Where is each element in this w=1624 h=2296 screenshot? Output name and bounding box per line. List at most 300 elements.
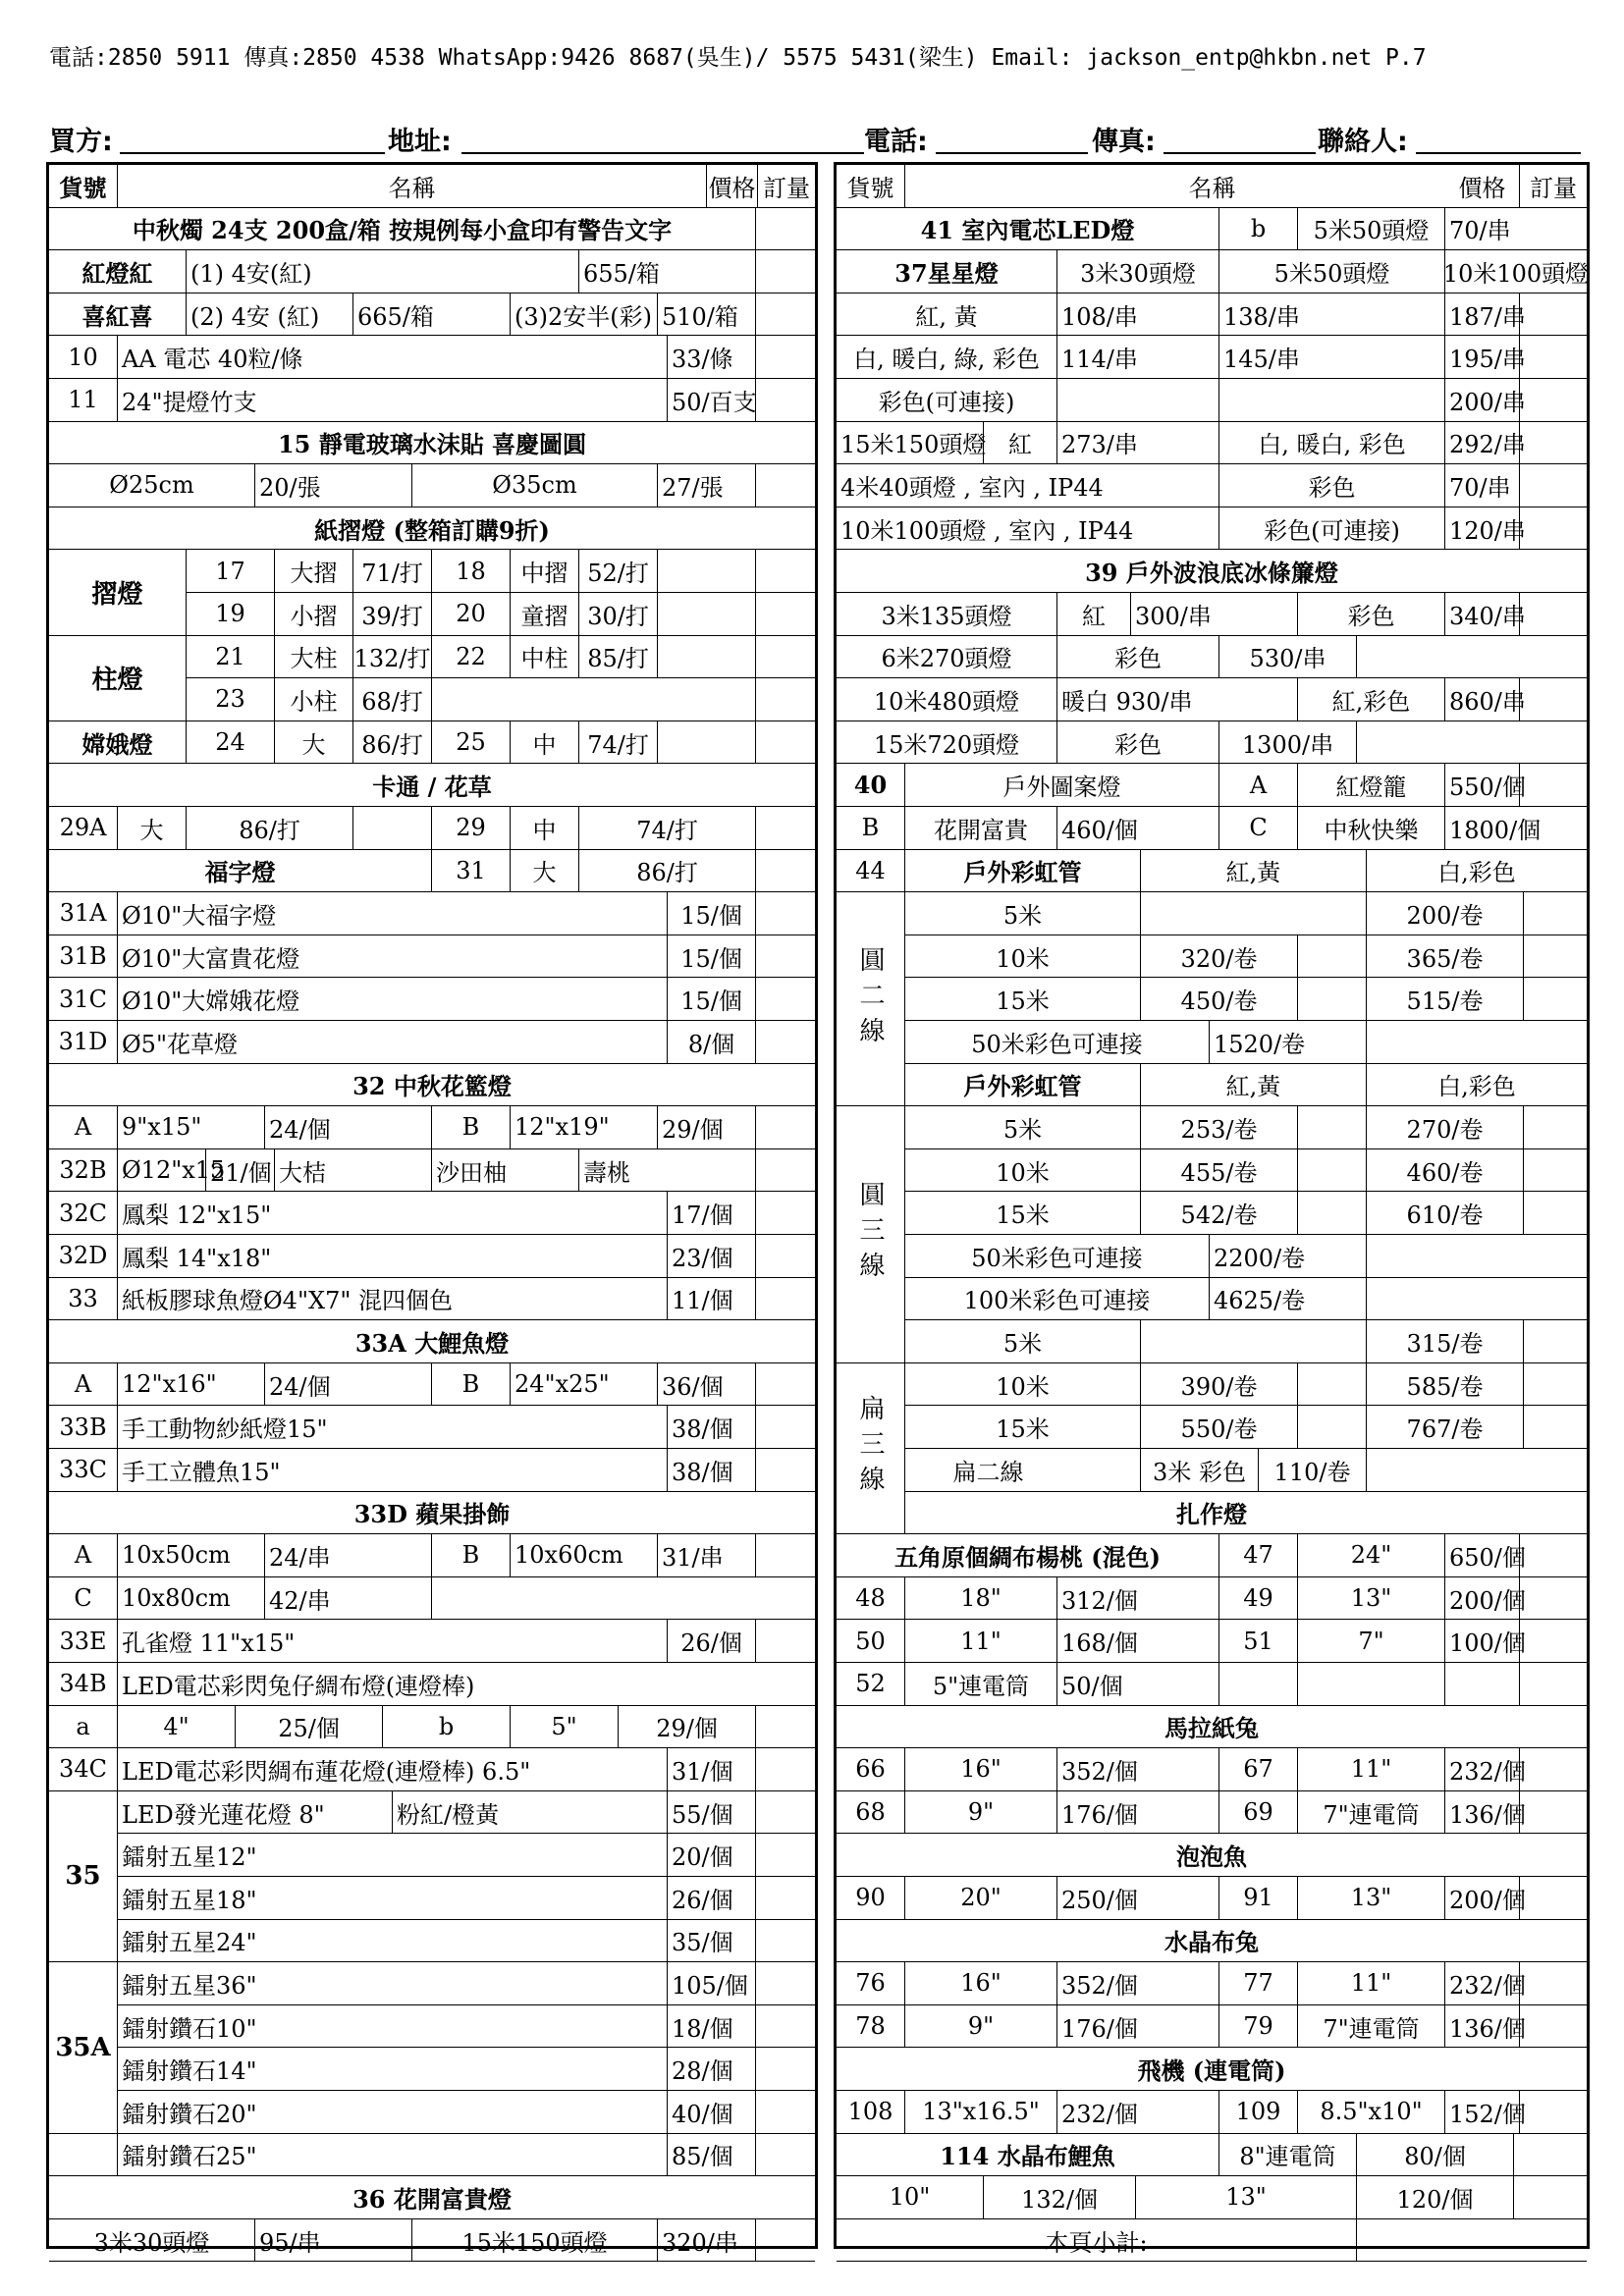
right-order-qty-cell[interactable]: [1520, 294, 1587, 336]
left-group-label: [49, 1791, 118, 1962]
right-order-qty-cell[interactable]: [1524, 1106, 1587, 1148]
left-cell: [432, 1577, 815, 1620]
left-cell: 26/個: [668, 1620, 756, 1662]
right-cell: 100米彩色可連接: [905, 1278, 1210, 1320]
left-cell: 紅燈紅: [49, 250, 187, 293]
left-cell: 29: [432, 807, 511, 849]
right-cell: 79: [1219, 2005, 1298, 2048]
right-cell: 41 室內電芯LED燈: [837, 208, 1219, 250]
right-cell: [1141, 892, 1367, 934]
right-cell: 542/卷: [1141, 1192, 1298, 1234]
left-cell: 33E: [49, 1620, 118, 1662]
left-cell: 23/個: [668, 1235, 756, 1277]
right-cell: 550/個: [1445, 764, 1520, 806]
right-order-qty-cell[interactable]: [1520, 1534, 1587, 1576]
right-cell: 352/個: [1057, 1748, 1219, 1790]
left-order-qty-cell[interactable]: [756, 1235, 815, 1277]
right-cell: 50: [837, 1620, 905, 1662]
right-cell: 白, 暖白, 綠, 彩色: [837, 336, 1057, 378]
left-row-29: [49, 1406, 815, 1449]
left-order-qty-cell[interactable]: [756, 1920, 815, 1962]
right-order-qty-cell[interactable]: [1524, 1149, 1587, 1192]
left-order-qty-cell[interactable]: [756, 978, 815, 1020]
right-cell: 10米: [905, 1149, 1141, 1192]
right-cell: [1298, 1149, 1367, 1192]
left-row-31: [49, 1492, 815, 1535]
right-row-4: [837, 336, 1587, 379]
left-order-qty-cell[interactable]: [756, 250, 815, 293]
right-order-qty-cell[interactable]: [1524, 978, 1587, 1020]
right-cell: 3米 彩色: [1141, 1449, 1259, 1491]
right-row-8: [837, 507, 1587, 551]
right-group-label-text: 圓三線: [855, 1181, 885, 1288]
left-order-qty-cell[interactable]: [756, 593, 815, 635]
right-order-qty-cell[interactable]: [1524, 1192, 1587, 1234]
left-cell: 中秋燭 24支 200盒/箱 按規例每小盒印有警告文字: [49, 208, 756, 250]
left-cell: 32D: [49, 1235, 118, 1277]
right-cell: 40: [837, 764, 905, 806]
right-row-21: [837, 1064, 1587, 1107]
right-order-qty-cell[interactable]: [1520, 1577, 1587, 1620]
right-order-qty-cell[interactable]: [1520, 1962, 1587, 2004]
right-cell: [1298, 1106, 1367, 1148]
left-cell: 鐳射鑽石10": [118, 2005, 668, 2048]
left-cell: 33B: [49, 1406, 118, 1448]
right-cell: 44: [837, 850, 905, 892]
left-cell: 3米30頭燈: [49, 2219, 255, 2262]
left-cell: 鐳射鑽石14": [118, 2048, 668, 2090]
right-cell: 515/卷: [1367, 978, 1524, 1020]
right-cell: 37星星燈: [837, 250, 1057, 293]
left-row-33: [49, 1577, 815, 1621]
right-order-qty-cell[interactable]: [1514, 2176, 1587, 2218]
right-row-3: [837, 294, 1587, 337]
left-row-28: [49, 1363, 815, 1407]
right-row-45: [837, 2091, 1587, 2134]
right-cell: 24": [1298, 1534, 1445, 1576]
left-cell: 31B: [49, 935, 118, 978]
left-order-qty-cell[interactable]: [756, 636, 815, 678]
contact-header: 電話:2850 5911 傳真:2850 4538 WhatsApp:9426 8687(吳生)/ 5575 5431(梁生) Email: jackson_entp@hkbn.net P.7: [49, 45, 1427, 71]
right-cell: 232/個: [1057, 2091, 1219, 2133]
right-cell: 1300/串: [1219, 721, 1357, 764]
left-row-37: [49, 1748, 815, 1791]
right-order-qty-cell[interactable]: [1520, 379, 1587, 421]
right-cell: 132/個: [984, 2176, 1136, 2218]
left-row-45: [49, 2091, 815, 2134]
right-cell: 16": [905, 1748, 1057, 1790]
right-cell: 16": [905, 1962, 1057, 2004]
left-order-qty-cell[interactable]: [756, 1406, 815, 1448]
right-row-43: [837, 2005, 1587, 2049]
left-cell: B: [432, 1534, 511, 1576]
left-cell: 29/個: [619, 1706, 756, 1748]
left-row-38: [49, 1791, 815, 1835]
left-cell: 小摺: [275, 593, 353, 635]
right-cell: 365/卷: [1367, 935, 1524, 978]
left-cell: 手工立體魚15": [118, 1449, 668, 1491]
left-row-18: [49, 935, 815, 979]
right-cell: 292/串: [1445, 422, 1520, 464]
left-cell: 25: [432, 721, 511, 764]
left-cell: 15/個: [668, 935, 756, 978]
left-price-table: [46, 162, 818, 2257]
left-order-qty-cell[interactable]: [756, 2005, 815, 2048]
right-cell: 176/個: [1057, 2005, 1219, 2048]
right-cell: 13": [1136, 2176, 1357, 2218]
left-order-qty-cell[interactable]: [756, 850, 815, 892]
right-cell: [1357, 636, 1587, 678]
left-cell: LED發光蓮花燈 8": [118, 1791, 393, 1834]
right-row-47: [837, 2176, 1587, 2219]
left-cell: 33C: [49, 1449, 118, 1491]
left-order-qty-cell[interactable]: [756, 1106, 815, 1148]
right-group-label-text: 扁三線: [855, 1395, 885, 1502]
left-cell: 貨號: [49, 165, 118, 207]
left-cell: 大: [275, 721, 353, 764]
right-row-13: [837, 721, 1587, 765]
right-cell: [1298, 1192, 1367, 1234]
right-cell: 390/卷: [1141, 1363, 1298, 1406]
left-cell: A: [49, 1363, 118, 1406]
left-cell: 11/個: [668, 1278, 756, 1320]
left-cell: B: [432, 1363, 511, 1406]
left-row-30: [49, 1449, 815, 1492]
left-cell: 29A: [49, 807, 118, 849]
left-order-qty-cell[interactable]: [756, 1834, 815, 1876]
right-row-15: [837, 807, 1587, 850]
address-field[interactable]: [461, 152, 864, 154]
right-row-46: [837, 2134, 1587, 2177]
right-group-label-text: 圓二線: [855, 945, 885, 1052]
right-row-25: [837, 1235, 1587, 1278]
right-cell: 10米: [905, 1363, 1141, 1406]
left-cell: 320/串: [658, 2219, 756, 2262]
right-cell: 9": [905, 2005, 1057, 2048]
right-cell: 20": [905, 1877, 1057, 1919]
right-cell: 232/個: [1445, 1748, 1520, 1790]
right-cell: 77: [1219, 1962, 1298, 2004]
left-cell: b: [383, 1706, 511, 1748]
right-row-22: [837, 1106, 1587, 1149]
right-cell: 花開富貴: [905, 807, 1057, 849]
left-row-21: [49, 1064, 815, 1107]
right-order-qty-cell[interactable]: [1524, 1363, 1587, 1406]
buyer-field[interactable]: [120, 152, 385, 154]
left-cell: 12"x16": [118, 1363, 265, 1406]
right-order-qty-cell[interactable]: [1520, 1791, 1587, 1834]
left-order-qty-cell[interactable]: [756, 2091, 815, 2133]
left-cell: 32 中秋花籃燈: [352, 1072, 512, 1101]
right-cell: 10米100頭燈: [1442, 259, 1590, 288]
left-row-36: [49, 1706, 815, 1749]
right-cell: 戶外圖案燈: [905, 764, 1219, 806]
left-order-qty-cell[interactable]: [756, 294, 815, 336]
left-cell: 21: [187, 636, 275, 678]
right-order-qty-cell[interactable]: [1520, 1663, 1587, 1705]
left-order-qty-cell[interactable]: [756, 1278, 815, 1320]
left-cell: 鐳射鑽石25": [118, 2134, 668, 2176]
right-cell: 460/卷: [1367, 1149, 1524, 1192]
left-cell: 沙田柚: [432, 1149, 579, 1192]
right-cell: 312/個: [1057, 1577, 1219, 1620]
right-cell: 48: [837, 1577, 905, 1620]
left-cell: 85/打: [579, 636, 658, 678]
right-cell: 455/卷: [1141, 1149, 1298, 1192]
right-cell: [1219, 1663, 1298, 1705]
fax-field[interactable]: [1164, 152, 1316, 154]
right-order-qty-cell[interactable]: [1520, 1748, 1587, 1790]
left-cell: 大桔: [275, 1149, 432, 1192]
left-cell: 74/打: [579, 807, 756, 849]
left-cell: 20/張: [255, 464, 412, 507]
right-cell: 860/串: [1445, 678, 1520, 721]
right-cell: 68: [837, 1791, 905, 1834]
right-cell: 91: [1219, 1877, 1298, 1919]
left-cell: 19: [187, 593, 275, 635]
left-cell: (3)2安半(彩): [511, 294, 658, 336]
left-order-qty-cell[interactable]: [756, 1149, 815, 1192]
right-cell: 紅, 黃: [837, 294, 1057, 336]
left-order-qty-cell[interactable]: [756, 1791, 815, 1834]
right-cell: 4米40頭燈 , 室內 , IP44: [837, 464, 1219, 507]
right-cell: 2200/卷: [1210, 1235, 1367, 1277]
right-order-qty-cell[interactable]: [1520, 1620, 1587, 1662]
right-order-qty-cell[interactable]: [1520, 678, 1587, 721]
left-cell: 33/條: [668, 336, 756, 378]
right-cell: [1219, 379, 1445, 421]
left-cell: 86/打: [353, 721, 432, 764]
right-cell: 7"連電筒: [1298, 1791, 1445, 1834]
left-row-27: [49, 1320, 815, 1363]
right-order-qty-cell[interactable]: [1520, 593, 1587, 635]
contact-field[interactable]: [1416, 152, 1581, 154]
left-order-qty-cell[interactable]: [756, 1706, 815, 1748]
right-order-qty-cell[interactable]: [1520, 336, 1587, 378]
left-cell: 33A 大鯉魚燈: [354, 1328, 510, 1358]
left-cell: 15/個: [668, 978, 756, 1020]
right-cell: [1367, 1278, 1587, 1320]
left-cell: 34C: [49, 1748, 118, 1790]
left-cell: 15/個: [668, 892, 756, 934]
left-order-qty-cell[interactable]: [756, 1748, 815, 1790]
right-order-qty-cell[interactable]: [1524, 1406, 1587, 1448]
right-cell: 460/個: [1057, 807, 1219, 849]
right-cell: 187/串: [1445, 294, 1520, 336]
right-cell: 232/個: [1445, 1962, 1520, 2004]
left-cell: 38/個: [668, 1406, 756, 1448]
left-order-qty-cell[interactable]: [756, 1962, 815, 2004]
left-order-qty-cell[interactable]: [756, 1877, 815, 1919]
right-group-label: [837, 1106, 905, 1363]
right-cell: 彩色: [1219, 464, 1445, 507]
left-cell: 42/串: [265, 1577, 432, 1620]
right-cell: 5米: [905, 1106, 1141, 1148]
phone-field[interactable]: [936, 152, 1088, 154]
left-cell: 卡通 / 花草: [372, 773, 492, 802]
right-group-label: [837, 1363, 905, 1534]
right-row-19: [837, 978, 1587, 1021]
right-row-38: [837, 1791, 1587, 1835]
left-order-qty-cell[interactable]: [756, 721, 815, 764]
right-cell: 扁二線: [837, 1449, 1141, 1491]
left-cell: 71/打: [353, 550, 432, 592]
left-order-qty-cell[interactable]: [756, 2134, 815, 2176]
right-cell: 紅燈籠: [1298, 764, 1445, 806]
right-order-qty-cell[interactable]: [1524, 935, 1587, 978]
left-order-qty-cell[interactable]: [756, 336, 815, 378]
right-cell: [1298, 1363, 1367, 1406]
left-cell: 20: [432, 593, 511, 635]
right-cell: 352/個: [1057, 1962, 1219, 2004]
right-order-qty-cell[interactable]: [1524, 1320, 1587, 1362]
left-order-qty-cell[interactable]: [756, 464, 815, 507]
right-row-2: [837, 250, 1590, 294]
right-order-qty-cell[interactable]: [1520, 464, 1587, 507]
left-cell: 鐳射五星18": [118, 1877, 668, 1919]
right-order-qty-cell[interactable]: [1520, 1877, 1587, 1919]
right-cell: 78: [837, 2005, 905, 2048]
right-order-qty-cell[interactable]: [1520, 422, 1587, 464]
left-order-qty-cell[interactable]: [756, 678, 815, 721]
left-row-7: [49, 464, 815, 507]
right-cell: A: [1219, 764, 1298, 806]
right-order-qty-cell[interactable]: [1520, 764, 1587, 806]
left-order-qty-cell[interactable]: [756, 807, 815, 849]
left-cell: (1) 4安(紅): [187, 250, 579, 293]
left-cell: 大柱: [275, 636, 353, 678]
right-row-48: [837, 2219, 1587, 2263]
right-cell: 108: [837, 2091, 905, 2133]
left-row-34: [49, 1620, 815, 1663]
right-cell: 戶外彩虹管: [905, 850, 1141, 892]
left-order-qty-cell[interactable]: [756, 1534, 815, 1576]
left-cell: 95/串: [255, 2219, 412, 2262]
right-group-label: [837, 892, 905, 1106]
right-order-qty-cell[interactable]: [1524, 892, 1587, 934]
right-order-qty-cell[interactable]: [1520, 2005, 1587, 2048]
right-cell: 紅,黃: [1141, 1064, 1367, 1106]
left-row-40: [49, 1877, 815, 1920]
left-cell: 孔雀燈 11"x15": [118, 1620, 668, 1662]
right-cell: 15米: [905, 1406, 1141, 1448]
right-cell: 49: [1219, 1577, 1298, 1620]
left-cell: [658, 636, 756, 678]
left-row-8: [49, 507, 815, 551]
right-cell: 114/串: [1057, 336, 1219, 378]
left-cell: 26/個: [668, 1877, 756, 1919]
left-cell: Ø10"大嫦娥花燈: [118, 978, 668, 1020]
right-cell: 273/串: [1057, 422, 1219, 464]
right-cell: 108/串: [1057, 294, 1219, 336]
left-cell: 10x80cm: [118, 1577, 265, 1620]
right-cell: 11": [905, 1620, 1057, 1662]
right-price-table: [834, 162, 1590, 2257]
right-cell: 145/串: [1219, 336, 1445, 378]
left-order-qty-cell[interactable]: [756, 2048, 815, 2090]
right-cell: 195/串: [1445, 336, 1520, 378]
right-order-qty-cell[interactable]: [1357, 2219, 1587, 2262]
right-cell: 270/卷: [1367, 1106, 1524, 1148]
right-cell: 767/卷: [1367, 1406, 1524, 1448]
left-order-qty-cell[interactable]: [756, 550, 815, 592]
left-row-13: [49, 721, 815, 765]
right-cell: 200/串: [1445, 379, 1520, 421]
left-cell: 24"提燈竹支: [118, 379, 668, 421]
left-cell: 30/打: [579, 593, 658, 635]
left-cell: 55/個: [668, 1791, 756, 1834]
right-cell: 5米: [905, 892, 1141, 934]
right-cell: 1520/卷: [1210, 1021, 1367, 1063]
contact-label: 聯絡人:: [1318, 127, 1408, 157]
right-cell: 5"連電筒: [905, 1663, 1057, 1705]
left-cell: 大摺: [275, 550, 353, 592]
left-order-qty-cell[interactable]: [756, 379, 815, 421]
right-cell: 530/串: [1219, 636, 1357, 678]
right-cell: 15米720頭燈: [837, 721, 1057, 764]
right-cell: 價格: [1445, 165, 1520, 207]
phone-label: 電話:: [864, 127, 928, 157]
left-cell: 10: [49, 336, 118, 378]
left-order-qty-cell[interactable]: [756, 935, 815, 978]
right-row-31: [837, 1492, 1587, 1535]
left-cell: 紙摺燈 (整箱訂購9折): [314, 515, 550, 545]
left-cell: 32B: [49, 1149, 118, 1192]
right-row-6: [837, 422, 1587, 465]
left-order-qty-cell[interactable]: [756, 1449, 815, 1491]
right-cell: 7": [1298, 1620, 1445, 1662]
left-cell: [658, 593, 756, 635]
right-cell: 9": [905, 1791, 1057, 1834]
right-cell: 五角原個綢布楊桃 (混色): [837, 1534, 1219, 1576]
right-cell: B: [837, 807, 905, 849]
left-cell: 665/箱: [353, 294, 511, 336]
right-order-qty-cell[interactable]: [1520, 507, 1587, 550]
right-cell: 本頁小計:: [837, 2219, 1357, 2262]
left-order-qty-cell[interactable]: [756, 1192, 815, 1234]
right-cell: 13": [1298, 1877, 1445, 1919]
right-cell: 136/個: [1445, 2005, 1520, 2048]
right-cell: 10": [837, 2176, 984, 2218]
right-cell: 15米150頭燈: [837, 422, 984, 464]
right-order-qty-cell[interactable]: [1514, 2134, 1587, 2176]
right-cell: 1800/個: [1449, 816, 1542, 844]
right-cell: 10米480頭燈: [837, 678, 1057, 721]
left-cell: LED電芯彩閃綢布蓮花燈(連燈棒) 6.5": [118, 1748, 668, 1790]
right-cell: 5米: [905, 1320, 1141, 1362]
buyer-label: 買方:: [49, 127, 113, 157]
right-row-1: [837, 208, 1587, 251]
left-cell: [658, 550, 756, 592]
left-cell: B: [432, 1106, 511, 1148]
right-cell: 250/個: [1057, 1877, 1219, 1919]
left-order-qty-cell[interactable]: [756, 892, 815, 934]
left-order-qty-cell[interactable]: [756, 1363, 815, 1406]
right-order-qty-cell[interactable]: [1520, 2091, 1587, 2133]
left-row-17: [49, 892, 815, 935]
left-order-qty-cell[interactable]: [756, 2219, 815, 2262]
right-row-35: [837, 1663, 1587, 1706]
right-cell: 3米135頭燈: [837, 593, 1057, 635]
left-order-qty-cell[interactable]: [756, 1620, 815, 1662]
left-cell: 23: [187, 678, 275, 721]
left-order-qty-cell[interactable]: [756, 208, 815, 250]
left-order-qty-cell[interactable]: [756, 1021, 815, 1063]
left-cell: 鐳射五星36": [118, 1962, 668, 2004]
left-cell: Ø35cm: [412, 464, 658, 507]
right-cell: 紅,黃: [1141, 850, 1367, 892]
right-cell: 70/串: [1445, 464, 1520, 507]
